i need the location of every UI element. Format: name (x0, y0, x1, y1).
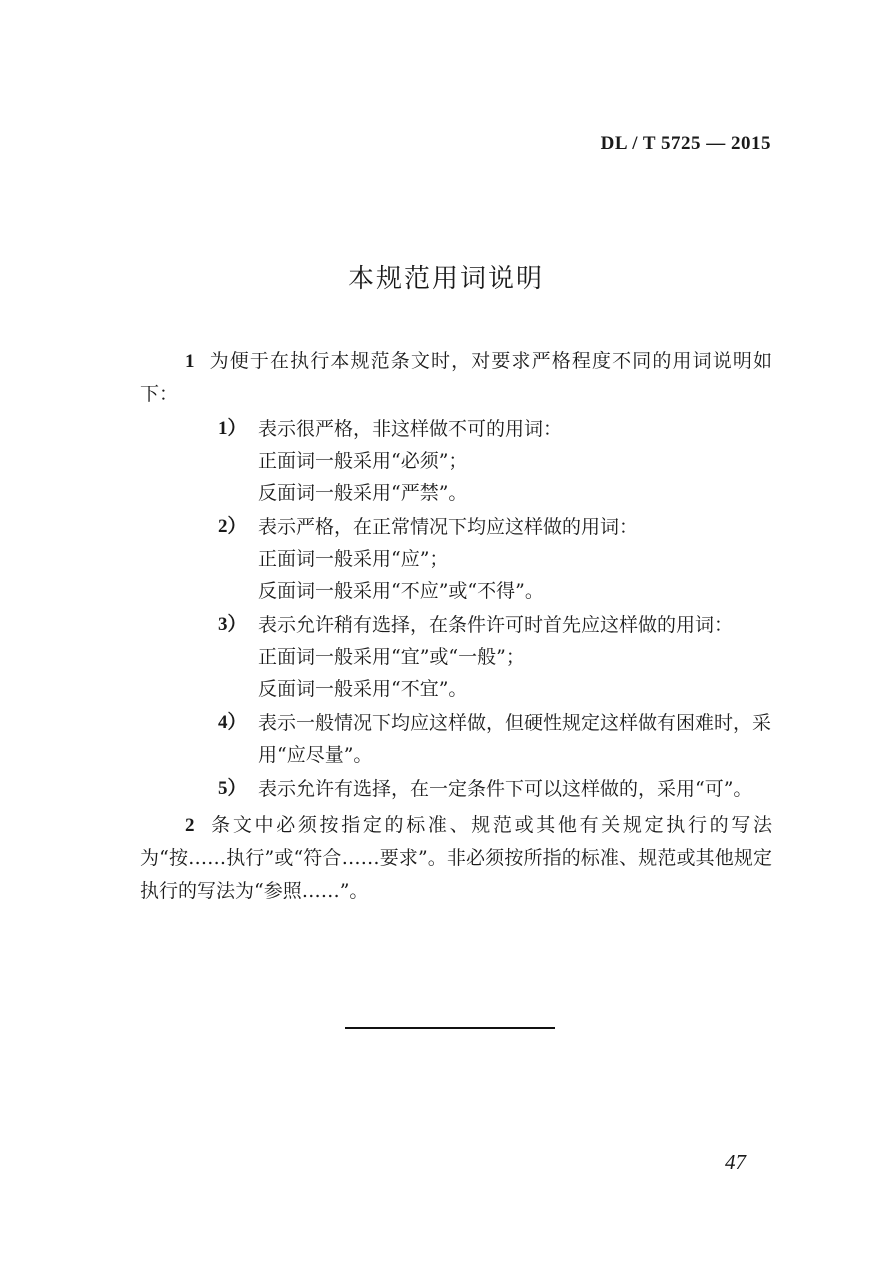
page-title: 本规范用词说明 (347, 264, 544, 294)
list-item (140, 707, 772, 771)
clause-2-text: 条文中必须按指定的标准、规范或其他有关规定执行的写法为“按……执行”或“符合……要求”。非必须按所指的标准、规范或其他规定执行的写法为“参照……”。 (140, 814, 772, 902)
list-item-line: 正面词一般采用“应”； (258, 548, 449, 570)
list-item (140, 413, 772, 509)
list-item-line: 反面词一般采用“不宜”。 (258, 678, 468, 700)
list-item (140, 773, 772, 805)
list-item-line: 表示一般情况下均应这样做，但硬性规定这样做有困难时，采用“应尽量”。 (258, 712, 772, 766)
page-number: 47 (725, 1150, 746, 1174)
list-item-line: 正面词一般采用“必须”； (258, 450, 468, 472)
list-item-mark: 3） (218, 614, 247, 635)
list-item-line: 表示允许有选择，在一定条件下可以这样做的，采用“可”。 (258, 778, 753, 800)
list-item-line: 表示允许稍有选择，在条件许可时首先应这样做的用词： (258, 614, 734, 636)
list-item-mark: 1） (218, 418, 247, 439)
list-item (140, 609, 772, 705)
standard-code: DL / T 5725 — 2015 (600, 133, 771, 154)
clause-1 (140, 345, 772, 411)
list-item-line: 反面词一般采用“不应”或“不得”。 (258, 580, 544, 602)
list-item-line: 反面词一般采用“严禁”。 (258, 482, 468, 504)
list-item-mark: 5） (218, 778, 247, 799)
list-item-mark: 2） (218, 516, 247, 537)
list-item-mark: 4） (218, 712, 247, 733)
list-item (140, 511, 772, 607)
end-rule (345, 1027, 555, 1029)
body-text (140, 345, 772, 908)
list-item-line: 表示严格，在正常情况下均应这样做的用词： (258, 516, 639, 538)
clause-1-number: 1 (185, 351, 195, 372)
clause-2-number: 2 (185, 815, 195, 836)
list-item-line: 正面词一般采用“宜”或“一般”； (258, 646, 525, 668)
clause-1-text: 为便于在执行本规范条文时，对要求严格程度不同的用词说明如下： (140, 350, 772, 405)
list-item-line: 表示很严格，非这样做不可的用词： (258, 418, 563, 440)
clause-2 (140, 809, 772, 908)
